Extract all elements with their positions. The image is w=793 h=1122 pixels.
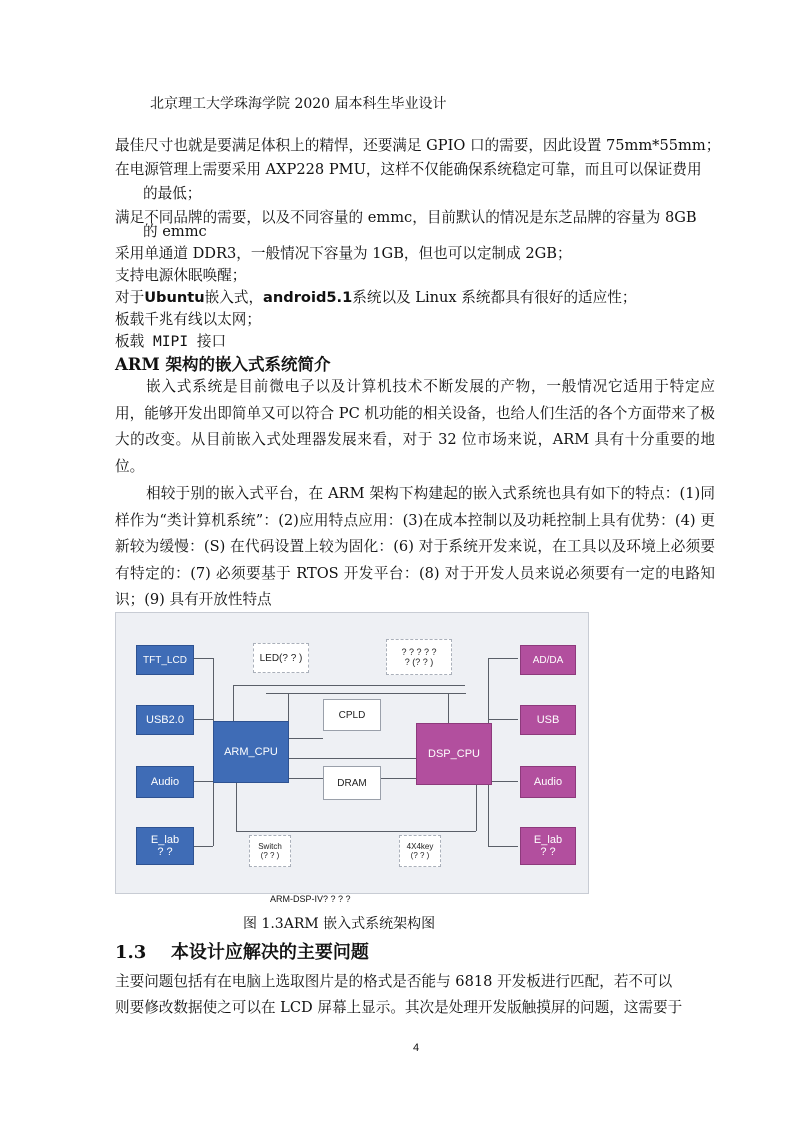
- feature-line-2-cont: 的最低；: [143, 185, 202, 202]
- android-term: android5.1: [263, 289, 353, 306]
- wire-arm-down: [236, 781, 237, 831]
- feature-line-8: 板载 MIPI 接口: [115, 333, 227, 350]
- wire-usb-right: [488, 719, 518, 720]
- feature-line-4: 采用单通道 DDR3，一般情况下容量为 1GB，但也可以定制成 2GB；: [115, 245, 572, 262]
- switch-box: Switch (? ? ): [249, 835, 291, 867]
- feature-line-3: 满足不同品牌的需要，以及不同容量的 emmc，目前默认的情况是东芝品牌的容量为 8GB: [115, 209, 697, 226]
- paragraph-problems-line-2: 则要修改数据使之可以在 LCD 屏幕上显示。其次是处理开发版触摸屏的问题，这需要于: [115, 999, 683, 1016]
- wire-mid-bus: [266, 693, 466, 694]
- elab-right-box: E_lab ? ?: [520, 827, 576, 865]
- wire-elab-right: [488, 846, 518, 847]
- paragraph-arm-features: 相较于别的嵌入式平台，在 ARM 架构下构建起的嵌入式系统也具有如下的特点：(1)同样作为“类计算机系统”：(2)应用特点应用：(3)在成本控制以及功耗控制上具有优势：(4) 更新较为缓慢：(S) 在代码设置上较为固化：(6) 对于系统开发来说，在工具以及环境上必须要有特定的：(7) 必须要基于 RTOS 开发平台：(8) 对于开发人员来说必须要有一定的电路知识；(9) 具有开放性特点: [115, 485, 715, 608]
- section-title-arm: ARM 架构的嵌入式系统简介: [115, 355, 331, 374]
- arm-cpu-box: ARM_CPU: [213, 721, 289, 783]
- wire-arm-cpld: [288, 738, 323, 739]
- wire-audio-right: [488, 781, 518, 782]
- feature-line-7: 板载千兆有线以太网；: [115, 311, 261, 328]
- paragraph-problems-line-1: 主要问题包括有在电脑上选取图片是的格式是否能与 6818 开发板进行匹配，若不可以: [115, 973, 673, 990]
- dsp-cpu-box: DSP_CPU: [416, 723, 492, 785]
- usb-right-box: USB: [520, 705, 576, 735]
- section-title: 本设计应解决的主要问题: [170, 942, 369, 963]
- wire-audio: [193, 781, 213, 782]
- wire-audio-v: [213, 781, 214, 846]
- wire-audio-right-v: [488, 781, 489, 846]
- feature-line-2: 在电源管理上需要采用 AXP228 PMU，这样不仅能确保系统稳定可靠，而且可以保证费用: [115, 161, 702, 178]
- page-header: 北京理工大学珠海学院 2020 届本科生毕业设计: [150, 96, 447, 112]
- wire-mid-bus-left: [288, 693, 289, 723]
- wire-adda-v: [488, 658, 489, 723]
- wire-usb: [193, 719, 213, 720]
- section-heading-1-3: [115, 938, 369, 964]
- elab-left-box: E_lab ? ?: [136, 827, 194, 865]
- feature-ubuntu-suffix: 系统以及 Linux 系统都具有很好的适应性；: [352, 289, 637, 306]
- wire-bottom-bus: [236, 831, 476, 832]
- wire-dsp-down: [476, 783, 477, 831]
- feature-ubuntu-mid: 嵌入式，: [204, 289, 264, 306]
- ubuntu-term: Ubuntu: [144, 289, 205, 306]
- wire-top-bus-left: [233, 685, 234, 723]
- dram-box: DRAM: [323, 766, 381, 800]
- feature-line-6: [115, 286, 636, 310]
- feature-line-1: 最佳尺寸也就是要满足体积上的精悍，还要满足 GPIO 口的需要，因此设置 75mm*55mm；: [115, 137, 721, 154]
- wire-top-bus: [233, 685, 465, 686]
- tft-lcd-box: TFT_LCD: [136, 645, 194, 675]
- wire-adda: [488, 658, 518, 659]
- feature-ubuntu-prefix: 对于: [115, 289, 145, 306]
- wire-dram-dsp: [380, 778, 416, 779]
- wire-elab: [193, 846, 213, 847]
- unknown-top-box: ? ? ? ? ? ? (? ? ): [386, 639, 452, 675]
- wire-mid-bus-right: [448, 693, 449, 723]
- adda-box: AD/DA: [520, 645, 576, 675]
- arm-architecture-diagram: [115, 612, 589, 894]
- usb20-box: USB2.0: [136, 705, 194, 735]
- figure-caption: 图 1.3ARM 嵌入式系统架构图: [243, 916, 436, 932]
- wire-arm-dram: [288, 778, 323, 779]
- wire-tft: [193, 658, 213, 659]
- key-box: 4X4key (? ? ): [399, 835, 441, 867]
- cpld-box: CPLD: [323, 699, 381, 731]
- audio-right-box: Audio: [520, 766, 576, 798]
- wire-arm-dsp: [288, 758, 418, 759]
- feature-line-3-cont: 的 emmc: [143, 223, 207, 240]
- feature-line-5: 支持电源休眠唤醒；: [115, 267, 247, 284]
- paragraph-arm-intro: 嵌入式系统是目前微电子以及计算机技术不断发展的产物，一般情况它适用于特定应用，能够开发出即简单又可以符合 PC 机功能的相关设备，也给人们生活的各个方面带来了极大的改变。从目前嵌入式处理器发展来看，对于 32 位市场来说，ARM 具有十分重要的地位。: [115, 378, 715, 475]
- diagram-bottom-label: ARM-DSP-IV? ? ? ?: [270, 894, 351, 904]
- section-number: 1.3: [115, 942, 147, 963]
- page-number: 4: [413, 1042, 420, 1054]
- led-box: LED(? ? ): [253, 643, 309, 673]
- audio-left-box: Audio: [136, 766, 194, 798]
